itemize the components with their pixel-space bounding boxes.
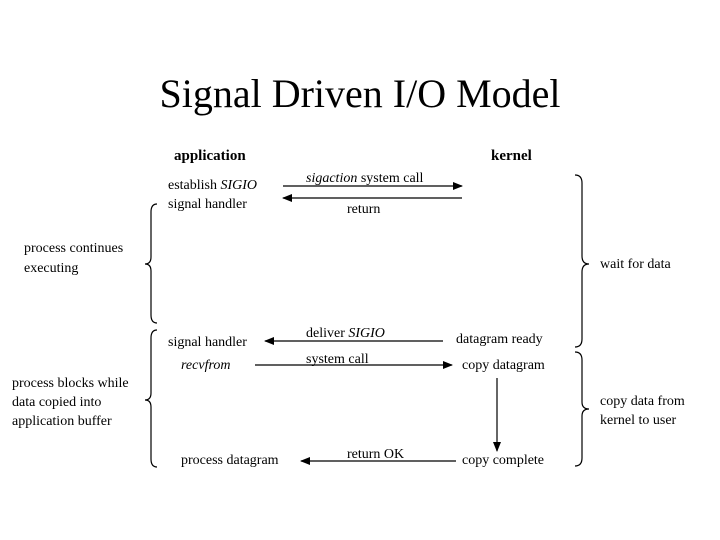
datagram-ready-label: datagram ready (456, 332, 543, 347)
establish-text: establish (168, 178, 221, 193)
sigaction-rest: system call (357, 171, 424, 186)
return-label: return (347, 202, 381, 217)
signal-handler-label: signal handler (168, 335, 247, 350)
left-brace-blocks (145, 330, 157, 467)
right-brace-copy (575, 352, 589, 466)
sigaction-italic: sigaction (306, 171, 358, 186)
copy-data-line1: copy data from (600, 394, 685, 409)
signal-handler-setup-label: signal handler (168, 197, 247, 212)
process-continues-line2: executing (24, 261, 79, 276)
deliver-text: deliver (306, 326, 349, 341)
copy-data-line2: kernel to user (600, 413, 677, 428)
return-ok-label: return OK (347, 447, 405, 462)
kernel-header: kernel (491, 148, 532, 164)
page-title: Signal Driven I/O Model (159, 71, 561, 116)
left-brace-continue (145, 204, 157, 323)
establish-sigio: SIGIO (220, 178, 258, 193)
process-continues-line1: process continues (24, 241, 124, 256)
process-blocks-line2: data copied into (12, 395, 102, 410)
recvfrom-label: recvfrom (181, 358, 231, 373)
deliver-sigio: SIGIO (348, 326, 385, 341)
process-blocks-line1: process blocks while (12, 376, 129, 391)
wait-for-data-label: wait for data (600, 257, 671, 272)
application-header: application (174, 148, 246, 164)
process-blocks-line3: application buffer (12, 414, 112, 429)
system-call-label: system call (306, 352, 369, 367)
process-datagram-label: process datagram (181, 453, 279, 468)
copy-datagram-label: copy datagram (462, 358, 545, 373)
right-brace-wait (575, 175, 589, 347)
copy-complete-label: copy complete (462, 453, 545, 468)
